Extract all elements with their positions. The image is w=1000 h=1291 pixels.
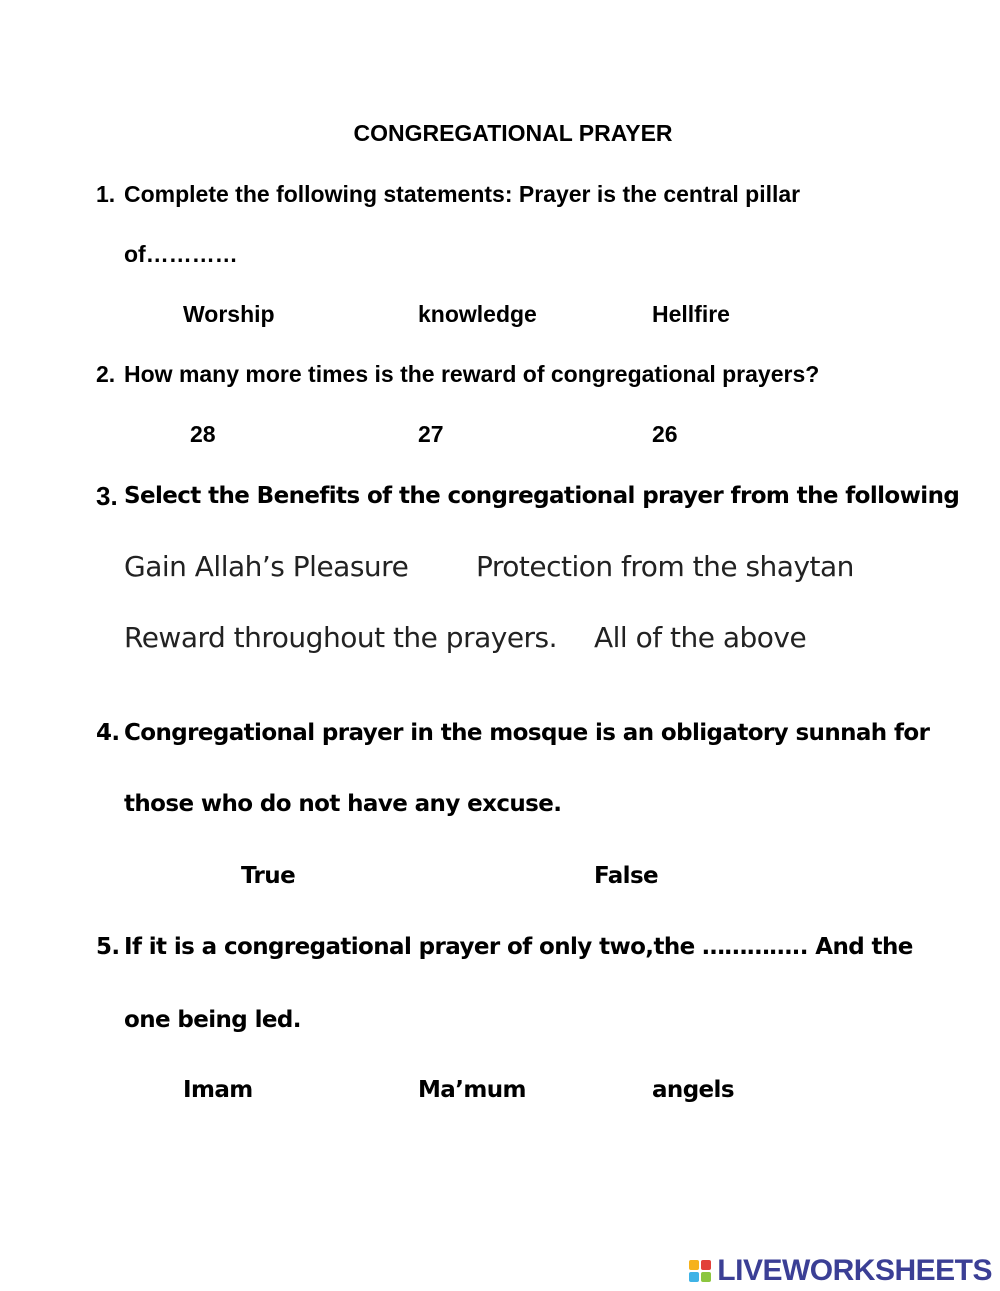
q2-option-28[interactable]: 28 [190,421,216,447]
question-3-text: Select the Benefits of the congregational prayer from the following [124,483,960,509]
question-4-text: Congregational prayer in the mosque is an obligatory sunnah for [124,720,930,746]
logo-square-4 [701,1272,711,1282]
liveworksheets-logo-text: LIVEWORKSHEETS [717,1254,992,1287]
q5-option-imam[interactable]: Imam [183,1077,253,1103]
q3-option-reward[interactable]: Reward throughout the prayers. [124,621,558,654]
logo-square-1 [689,1260,699,1270]
q4-option-false[interactable]: False [594,863,659,889]
q2-option-27[interactable]: 27 [418,421,444,447]
q5-option-angels[interactable]: angels [652,1077,734,1103]
question-1-text: Complete the following statements: Prayer is the central pillar [124,181,801,207]
question-2-text: How many more times is the reward of congregational prayers? [124,361,820,387]
q3-option-all[interactable]: All of the above [594,621,807,654]
q2-option-26[interactable]: 26 [652,421,678,447]
q3-option-allah-pleasure[interactable]: Gain Allah’s Pleasure [124,550,409,583]
question-5-number: 5. [96,934,120,960]
liveworksheets-logo-icon [689,1260,711,1282]
question-3-number: 3. [96,481,118,511]
question-2-number: 2. [96,361,116,387]
q4-option-true[interactable]: True [241,863,296,889]
logo-square-2 [701,1260,711,1270]
question-5-text-cont: one being led. [124,1007,301,1033]
question-4-text-cont: those who do not have any excuse. [124,791,562,817]
question-5-text: If it is a congregational prayer of only two,the ………….. And the [124,934,913,960]
question-1-number: 1. [96,181,116,207]
question-1-text-cont: of………… [124,241,238,267]
worksheet-title: CONGREGATIONAL PRAYER [353,120,673,146]
q1-option-knowledge[interactable]: knowledge [418,301,537,327]
q3-option-protection[interactable]: Protection from the shaytan [476,550,854,583]
logo-square-3 [689,1272,699,1282]
q5-option-mamum[interactable]: Ma’mum [418,1077,526,1103]
question-4-number: 4. [96,720,120,746]
liveworksheets-logo [689,1254,992,1288]
q1-option-hellfire[interactable]: Hellfire [652,301,730,327]
q1-option-worship[interactable]: Worship [183,301,275,327]
